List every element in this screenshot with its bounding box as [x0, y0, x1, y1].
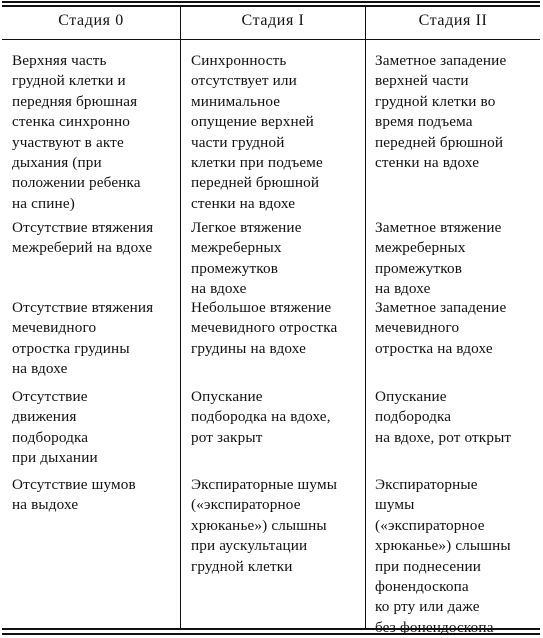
column-divider: [180, 6, 181, 628]
table-cell: Отсутствие шумов на выдохе: [12, 476, 136, 514]
table-cell: Экспираторные шумы («экспираторное хрюканье») слышны при аускультации грудной клетки: [191, 476, 338, 575]
stage-table: [2, 1, 540, 637]
table-cell: Отсутствие движения подбородка при дыхании: [12, 388, 98, 467]
table-cell: Заметное западение мечевидного отростка на вдохе: [375, 299, 507, 357]
column-header-stage-2: Стадия II: [418, 12, 488, 29]
table-cell: Опускание подбородка на вдохе, рот закрыт: [191, 388, 331, 446]
column-divider: [365, 6, 366, 628]
top-rule-inner: [2, 5, 540, 7]
column-header-stage-0: Стадия 0: [58, 12, 124, 29]
column-header-stage-1: Стадия I: [241, 12, 305, 29]
table-cell: Верхняя часть грудной клетки и передняя брюшная стенка синхронно участвуют в акте дыхания (при положении ребенка на спине): [12, 52, 141, 212]
header-rule: [2, 39, 540, 40]
top-rule: [2, 1, 540, 3]
table-cell: Легкое втяжение межреберных промежутков на вдохе: [191, 219, 302, 298]
table-cell: Заметное втяжение межреберных промежутков на вдохе: [375, 219, 502, 298]
table-cell: Небольшое втяжение мечевидного отростка грудины на вдохе: [191, 299, 338, 357]
table-cell: Отсутствие втяжения мечевидного отростка грудины на вдохе: [12, 299, 154, 378]
table-cell: Синхронность отсутствует или минимальное опущение верхней части грудной клетки при подъеме передней брюшной стенки на вдохе: [191, 52, 323, 212]
table-cell: Отсутствие втяжения межреберий на вдохе: [12, 219, 154, 257]
table-cell: Экспираторные шумы («экспираторное хрюканье») слышны при поднесении фонендоскопа ко рту или даже без фонендоскопа: [375, 476, 511, 636]
table-cell: Заметное западение верхней части грудной клетки во время подъема передней брюшной стенки на вдохе: [375, 52, 507, 172]
table-cell: Опускание подбородка на вдохе, рот открыт: [375, 388, 512, 446]
